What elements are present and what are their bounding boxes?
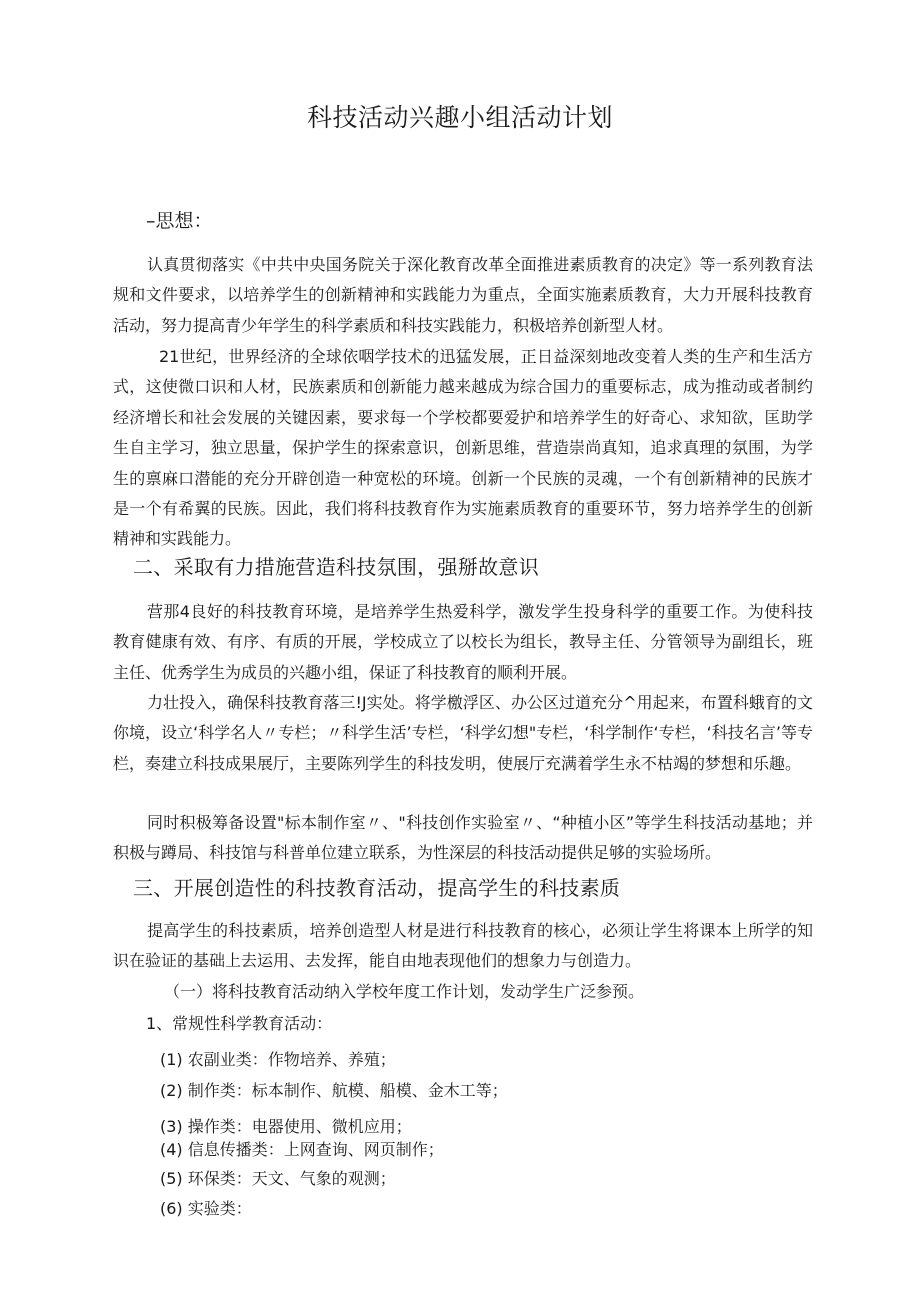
section2-paragraph-1: 营那4良好的科技教育环境，是培养学生热爱科学，激发学生投身科学的重要工作。为使科技教育健康有效、有序、有质的开展，学校成立了以校长为组长，教导主任、分管领导为副组长，班主任、优秀学生为成员的兴趣小组，保证了科技教育的顺利开展。 bbox=[113, 602, 813, 682]
activity-item-1: (1) 农副业类：作物培养、养殖； bbox=[160, 1050, 396, 1069]
section3-paragraph: 提高学生的科技素质，培养创造型人材是进行科技教育的核心，必须让学生将课本上所学的知识在验证的基础上去运用、去发挥，能自由地表现他们的想象力与创造力。 bbox=[113, 921, 813, 971]
section3-subheading-2: 1、常规性科学教育活动： bbox=[146, 1014, 333, 1033]
section3-subheading-1: （一）将科技教育活动纳入学校年度工作计划，发动学生广泛参预。 bbox=[164, 982, 645, 1001]
section2-paragraph-2: 力壮投入，确保科技教育落三!J实处。将学檄浮区、办公区过道充分^用起来，布置科蛾育的文你境，设立‘科学名人〃专栏；〃科学生活’专栏，‘科学幻想"专栏，‘科学制作‘专栏，‘科技名言’等专栏，奏建立科技成果展厅，主要陈列学生的科技发明，使展厅充满着学生永不枯竭的梦想和乐趣。 bbox=[113, 693, 813, 773]
section3-heading: 三、开展创造性的科技教育活动，提高学生的科技素质 bbox=[133, 876, 621, 900]
section2-paragraph-3: 同时积极筹备设置"标本制作室〃、"科技创作实验室〃、“种植小区”等学生科技活动基地；并积极与蹲局、科技馆与科普单位建立联系，为性深层的科技活动提供足够的实验场所。 bbox=[113, 813, 813, 863]
document-title: 科技活动兴趣小组活动计划 bbox=[306, 103, 613, 132]
activity-item-5: (5) 环保类：天文、气象的观测； bbox=[160, 1169, 396, 1188]
section1-paragraph-2: 21世纪，世界经济的全球依咽学技术的迅猛发展，正日益深刻地改变着人类的生产和生活方式，这使微口识和人材，民族素质和创新能力越来越成为综合国力的重要标志，成为推动或者制约经济增长和社会发展的关键因素，要求每一个学校都要爱护和培养学生的好奇心、求知欲，匡助学生自主学习，独立思量，保护学生的探索意识，创新思维，营造崇尚真知，追求真理的氛围，为学生的禀麻口潜能的充分开辟创造一种宽松的环境。创新一个民族的灵魂，一个有创新精神的民族才是一个有希翼的民族。因此，我们将科技教育作为实施素质教育的重要环节，努力培养学生的创新精神和实践能力。 bbox=[113, 347, 813, 549]
activity-item-3: (3) 操作类：电器使用、微机应用； bbox=[160, 1117, 412, 1136]
activity-item-2: (2) 制作类：标本制作、航模、船模、金木工等； bbox=[160, 1081, 508, 1100]
section2-heading: 二、采取有力措施营造科技氛围，强掰故意识 bbox=[133, 555, 539, 579]
section1-heading: –思想： bbox=[146, 210, 213, 232]
section1-paragraph-1: 认真贯彻落实《中共中央国务院关于深化教育改革全面推进素质教育的决定》等一系列教育法规和文件要求，以培养学生的创新精神和实践能力为重点，全面实施素质教育，大力开展科技教育活动，努力提高青少年学生的科学素质和科技实践能力，积极培养创新型人材。 bbox=[113, 255, 813, 335]
activity-item-4: (4) 信息传播类：上网查询、网页制作； bbox=[160, 1140, 444, 1159]
activity-item-6: (6) 实验类： bbox=[160, 1199, 252, 1218]
